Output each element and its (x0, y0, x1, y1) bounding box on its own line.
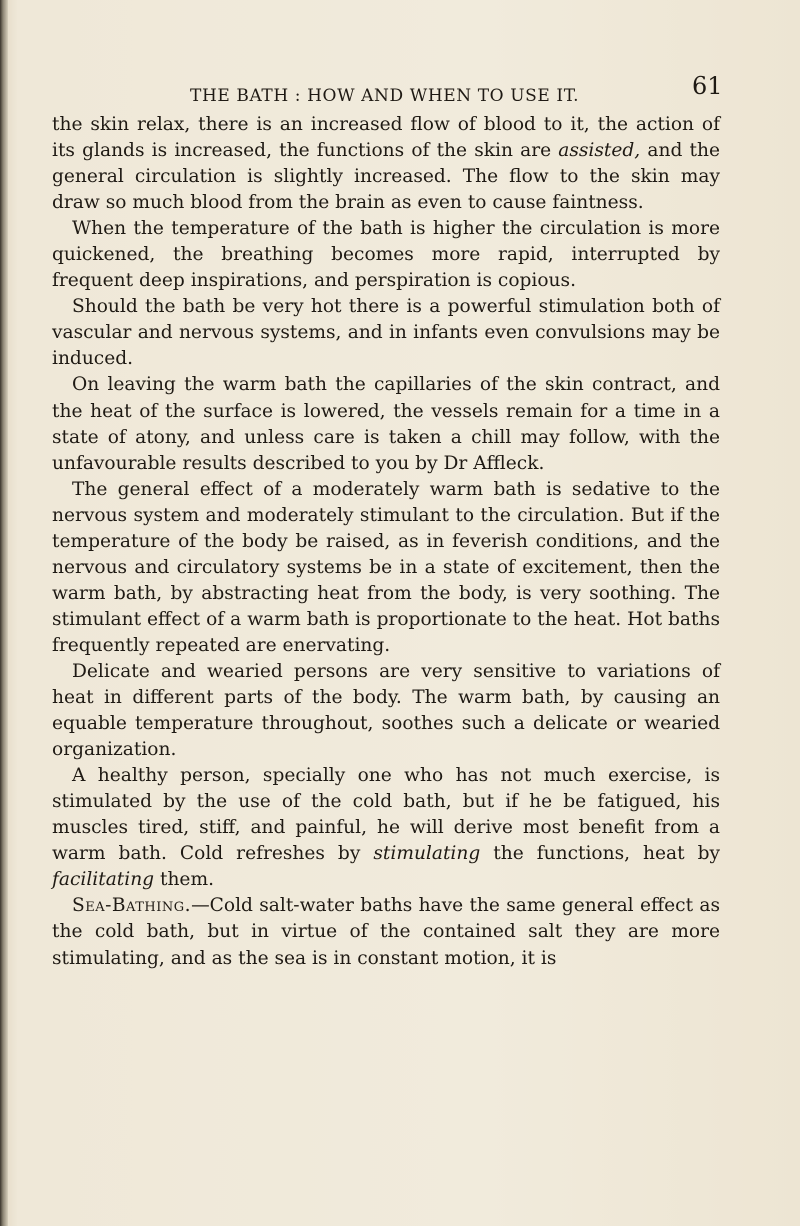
paragraph-8 (52, 893, 720, 971)
paragraph-7-text-c: them. (154, 869, 214, 891)
paragraph-1-text-b: and the general circulation is slightly increased. The flow to the skin may draw so much blood from the brain as even to cause faintness. (52, 140, 720, 214)
running-head (0, 60, 800, 106)
page-gutter-edge (0, 0, 8, 1226)
paragraph-7-italic-stimulating: stimulating (373, 843, 481, 865)
paragraph-4: On leaving the warm bath the capillaries of the skin contract, and the heat of the surface is lowered, the vessels remain for a time in a state of atony, and unless care is taken a chill may follow, with the unfavourable results described to you by Dr Affleck. (52, 374, 720, 474)
paragraph-7-italic-facilitating: facilitating (52, 869, 155, 891)
paragraph-2: When the temperature of the bath is higher the circulation is more quickened, the breathing becomes more rapid, interrupted by frequent deep inspirations, and perspiration is copious. (52, 218, 720, 292)
page-number: 61 (692, 72, 723, 100)
section-heading-sea-bathing: Sea-Bathing. (72, 895, 192, 917)
paragraph-7-text-a: A healthy person, specially one who has not much exercise, is stimulated by the use of the cold bath, but if he be fatigued, his muscles tired, stiff, and painful, he will derive most benefit from a warm bath. Cold refreshes by (52, 765, 720, 865)
paragraph-1-italic: assisted, (558, 140, 641, 162)
paragraph-5: The general effect of a moderately warm bath is sedative to the nervous system and moderately stimulant to the circulation. But if the temperature of the body be raised, as in feverish conditions, and the nervous and circulatory systems be in a state of excitement, then the warm bath, by abstracting heat from the body, is very soothing. The stimulant effect of a warm bath is proportionate to the heat. Hot baths frequently repeated are enervating. (52, 478, 720, 656)
paragraph-1 (52, 112, 720, 216)
paragraph-1-text-a: the skin relax, there is an increased flow of blood to it, the action of its glands is increased, the functions of the skin are (52, 114, 720, 162)
body-text (52, 112, 720, 972)
paragraph-7-text-b: the functions, heat by (480, 843, 721, 865)
paragraph-7 (52, 763, 720, 893)
paragraph-6: Delicate and wearied persons are very sensitive to variations of heat in different parts of the body. The warm bath, by causing an equable temperature throughout, soothes such a delicate or wearied organization. (52, 660, 720, 761)
paragraph-8-text: —Cold salt-water baths have the same general effect as the cold bath, but in virtue of the contained salt they are more stimulating, and as the sea is in constant motion, it is (52, 895, 720, 969)
running-head-title: THE BATH : HOW AND WHEN TO USE IT. (190, 86, 580, 106)
paragraph-3: Should the bath be very hot there is a powerful stimulation both of vascular and nervous systems, and in infants even convulsions may be induced. (52, 296, 720, 370)
